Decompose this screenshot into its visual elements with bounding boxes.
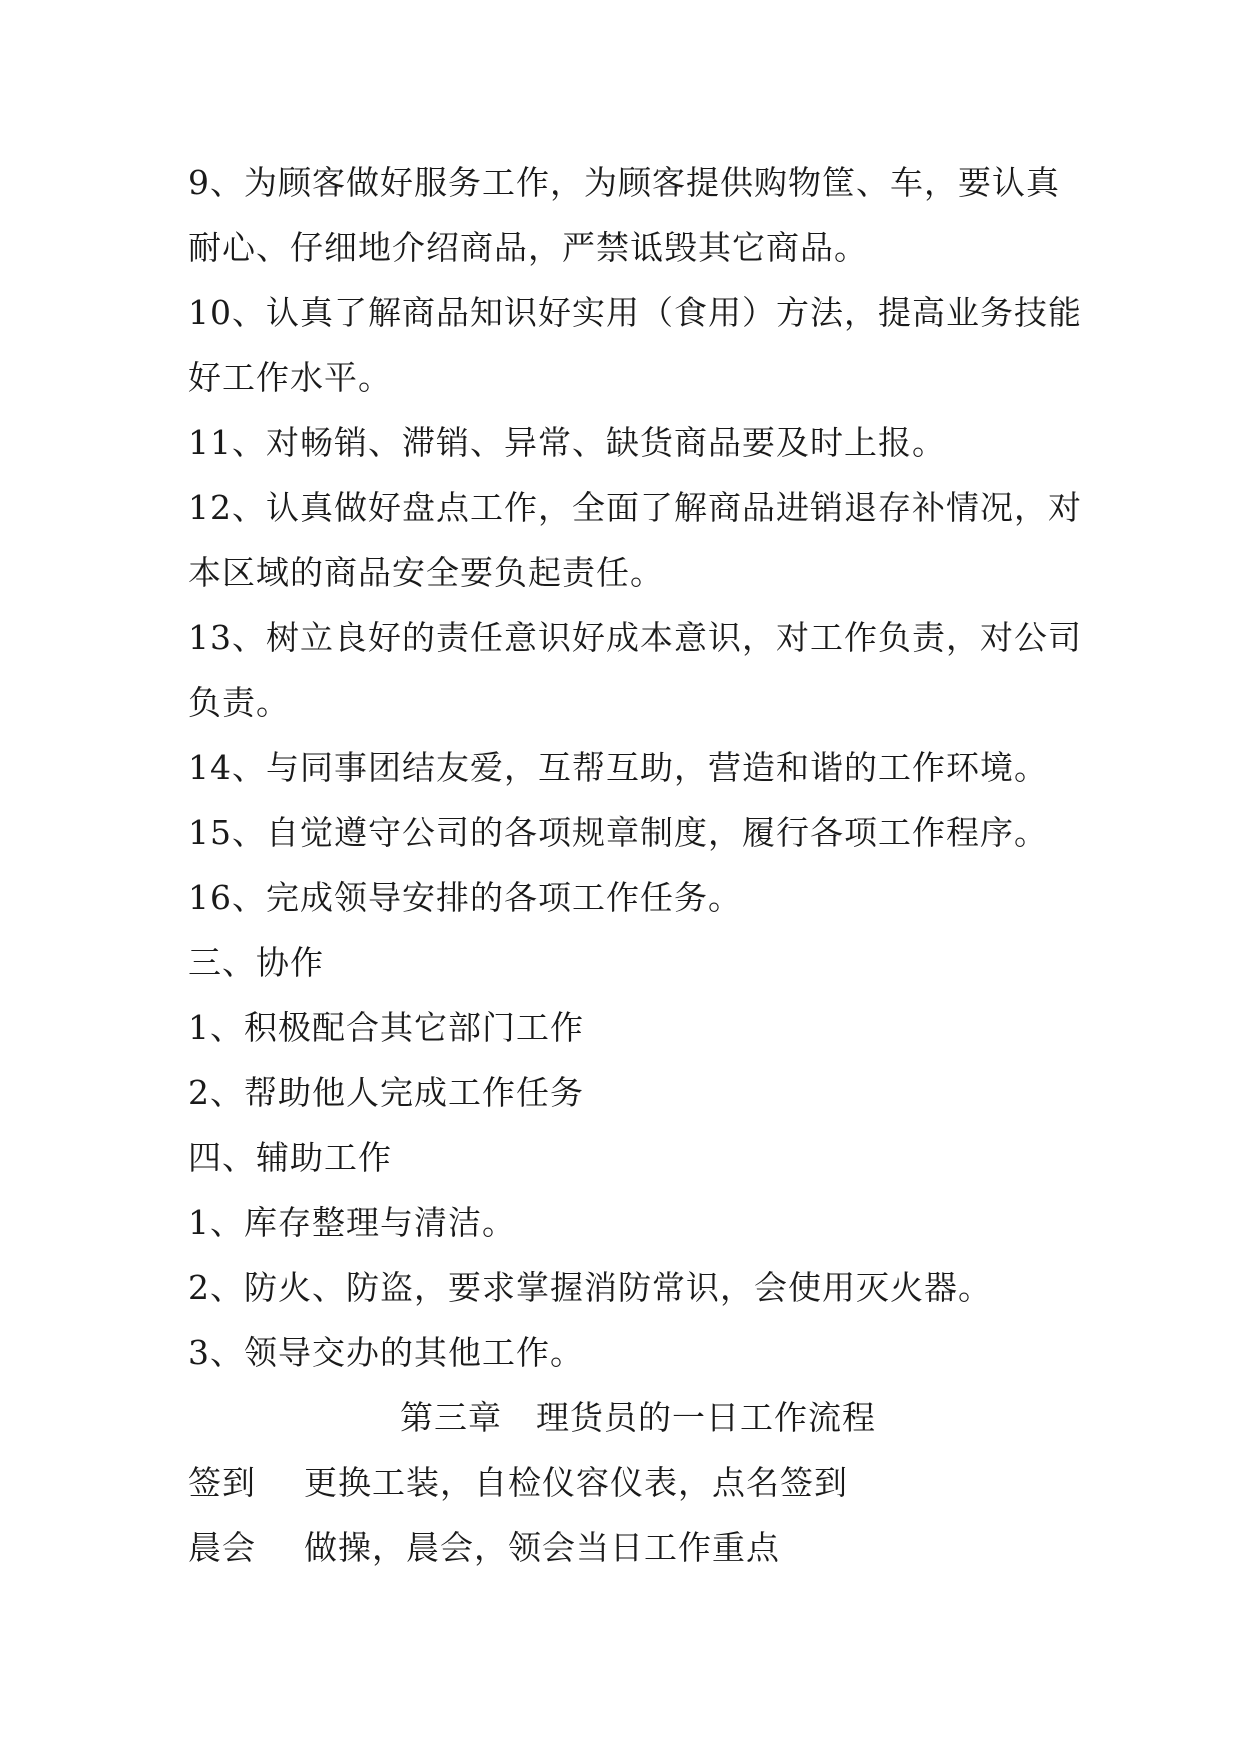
paragraph-line-item9-part1: 9、为顾客做好服务工作，为顾客提供购物筐、车，要认真 <box>188 163 1060 202</box>
schedule-row-morning-meeting <box>188 1515 1068 1580</box>
paragraph-line-item15: 15、自觉遵守公司的各项规章制度，履行各项工作程序。 <box>188 813 1048 852</box>
paragraph-line-item13-part2: 负责。 <box>188 683 290 722</box>
list-item-auxiliary-1: 1、库存整理与清洁。 <box>188 1203 516 1242</box>
schedule-row-sign-in <box>188 1450 1068 1515</box>
paragraph-line-item11: 11、对畅销、滞销、异常、缺货商品要及时上报。 <box>188 423 946 462</box>
schedule-label: 晨会 <box>188 1528 256 1567</box>
paragraph-line-item12-part2: 本区域的商品安全要负起责任。 <box>188 553 664 592</box>
list-item-cooperation-1: 1、积极配合其它部门工作 <box>188 1008 584 1047</box>
section-heading-auxiliary-work: 四、辅助工作 <box>188 1138 392 1177</box>
list-item-auxiliary-3: 3、领导交办的其他工作。 <box>188 1333 584 1372</box>
list-item-cooperation-2: 2、帮助他人完成工作任务 <box>188 1073 584 1112</box>
document-body <box>188 150 1082 1580</box>
list-item-auxiliary-2: 2、防火、防盗，要求掌握消防常识，会使用灭火器。 <box>188 1268 992 1307</box>
paragraph-line-item13-part1: 13、树立良好的责任意识好成本意识，对工作负责，对公司 <box>188 618 1082 657</box>
paragraph-line-item16: 16、完成领导安排的各项工作任务。 <box>188 878 742 917</box>
paragraph-line-item10-part2: 好工作水平。 <box>188 358 392 397</box>
section-heading-cooperation: 三、协作 <box>188 943 324 982</box>
schedule-description: 做操，晨会，领会当日工作重点 <box>304 1528 780 1567</box>
schedule-label: 签到 <box>188 1463 256 1502</box>
paragraph-line-item14: 14、与同事团结友爱，互帮互助，营造和谐的工作环境。 <box>188 748 1048 787</box>
paragraph-line-item12-part1: 12、认真做好盘点工作，全面了解商品进销退存补情况，对 <box>188 488 1082 527</box>
paragraph-line-item9-part2: 耐心、仔细地介绍商品，严禁诋毁其它商品。 <box>188 228 868 267</box>
schedule-description: 更换工装，自检仪容仪表，点名签到 <box>304 1463 848 1502</box>
chapter-title: 第三章 理货员的一日工作流程 <box>400 1398 876 1437</box>
paragraph-line-item10-part1: 10、认真了解商品知识好实用（食用）方法，提高业务技能 <box>188 293 1082 332</box>
